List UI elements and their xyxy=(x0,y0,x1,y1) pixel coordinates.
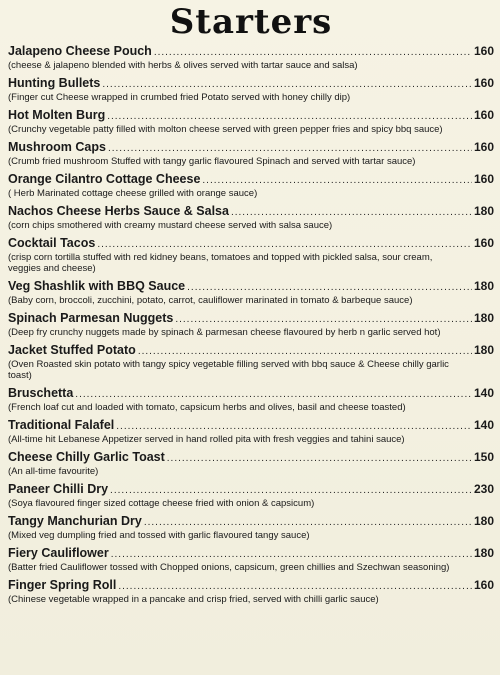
item-name: Cocktail Tacos xyxy=(8,236,96,250)
item-name: Traditional Falafel xyxy=(8,418,115,432)
item-price: 180 xyxy=(473,343,494,357)
page-title: Starters xyxy=(169,2,333,42)
leader-dots xyxy=(102,78,472,92)
item-name: Veg Shashlik with BBQ Sauce xyxy=(8,279,186,293)
item-price: 180 xyxy=(473,546,494,560)
item-description: (corn chips smothered with creamy mustard cheese served with salsa sauce) xyxy=(8,220,333,231)
menu-item xyxy=(8,546,494,573)
menu-item xyxy=(8,482,494,509)
item-price: 180 xyxy=(473,514,494,528)
item-price: 160 xyxy=(473,172,494,186)
menu-item xyxy=(8,343,494,381)
menu-item xyxy=(8,279,494,306)
item-name: Nachos Cheese Herbs Sauce & Salsa xyxy=(8,204,229,218)
item-name: Bruschetta xyxy=(8,386,74,400)
item-name: Paneer Chilli Dry xyxy=(8,482,109,496)
menu-item xyxy=(8,450,494,477)
item-price: 180 xyxy=(473,279,494,293)
item-name: Spinach Parmesan Nuggets xyxy=(8,311,174,325)
item-description: (French loaf cut and loaded with tomato, capsicum herbs and olives, basil and cheese toasted) xyxy=(8,402,406,413)
item-price: 140 xyxy=(473,418,494,432)
item-description: (All-time hit Lebanese Appetizer served in hand rolled pita with fresh veggies and tahini sauce) xyxy=(8,434,405,445)
item-name: Fiery Cauliflower xyxy=(8,546,109,560)
item-price: 180 xyxy=(473,311,494,325)
item-description: (Crunchy vegetable patty filled with molton cheese served with green pepper fries and spicy bbq sauce) xyxy=(8,124,443,135)
item-description: (Finger cut Cheese wrapped in crumbed fried Potato served with honey chilly dip) xyxy=(8,92,351,103)
item-price: 160 xyxy=(473,108,494,122)
item-description: (Batter fried Cauliflower tossed with Chopped onions, capsicum, green chillies and Szechwan seasoning) xyxy=(8,562,450,573)
leader-dots xyxy=(110,484,472,498)
menu-item xyxy=(8,44,494,71)
menu-list xyxy=(8,44,494,605)
leader-dots xyxy=(97,238,472,252)
menu-item xyxy=(8,514,494,541)
item-description: (Oven Roasted skin potato with tangy spicy vegetable filling served with bbq sauce & Cheese chilly garlic toast) xyxy=(8,359,449,381)
leader-dots xyxy=(167,452,472,466)
menu-item xyxy=(8,311,494,338)
item-name: Hunting Bullets xyxy=(8,76,101,90)
menu-item xyxy=(8,172,494,199)
item-name: Jacket Stuffed Potato xyxy=(8,343,136,357)
item-description: (Mixed veg dumpling fried and tossed with garlic flavoured tangy sauce) xyxy=(8,530,310,541)
leader-dots xyxy=(116,420,472,434)
item-name: Tangy Manchurian Dry xyxy=(8,514,142,528)
item-name: Orange Cilantro Cottage Cheese xyxy=(8,172,201,186)
leader-dots xyxy=(144,516,472,530)
item-price: 180 xyxy=(473,204,494,218)
item-price: 160 xyxy=(473,236,494,250)
item-price: 160 xyxy=(473,76,494,90)
item-price: 160 xyxy=(473,140,494,154)
item-description: (crisp corn tortilla stuffed with red kidney beans, tomatoes and topped with pickled salsa, sour cream, veggies and cheese) xyxy=(8,252,433,274)
menu-item xyxy=(8,76,494,103)
menu-item xyxy=(8,578,494,605)
leader-dots xyxy=(187,281,472,295)
menu-item xyxy=(8,108,494,135)
leader-dots xyxy=(118,580,472,594)
item-name: Mushroom Caps xyxy=(8,140,106,154)
menu-item xyxy=(8,236,494,274)
item-price: 150 xyxy=(473,450,494,464)
item-name: Finger Spring Roll xyxy=(8,578,117,592)
leader-dots xyxy=(75,388,472,402)
menu-item xyxy=(8,418,494,445)
leader-dots xyxy=(138,345,472,359)
menu-item xyxy=(8,386,494,413)
leader-dots xyxy=(202,174,472,188)
item-description: (cheese & jalapeno blended with herbs & olives served with tartar sauce and salsa) xyxy=(8,60,358,71)
menu-item xyxy=(8,204,494,231)
item-price: 160 xyxy=(473,44,494,58)
leader-dots xyxy=(111,548,472,562)
leader-dots xyxy=(108,142,472,156)
item-description: (Soya flavoured finger sized cottage cheese fried with onion & capsicum) xyxy=(8,498,315,509)
leader-dots xyxy=(231,206,472,220)
item-name: Cheese Chilly Garlic Toast xyxy=(8,450,165,464)
leader-dots xyxy=(107,110,472,124)
item-description: ( Herb Marinated cottage cheese grilled with orange sauce) xyxy=(8,188,258,199)
item-name: Hot Molten Burg xyxy=(8,108,106,122)
leader-dots xyxy=(154,46,472,60)
menu-item xyxy=(8,140,494,167)
item-description: (Baby corn, broccoli, zucchini, potato, carrot, cauliflower marinated in tomato & barbeque sauce) xyxy=(8,295,413,306)
item-description: (Crumb fried mushroom Stuffed with tangy garlic flavoured Spinach and served with tartar sauce) xyxy=(8,156,416,167)
item-price: 160 xyxy=(473,578,494,592)
item-description: (Deep fry crunchy nuggets made by spinach & parmesan cheese flavoured by herb n garlic served hot) xyxy=(8,327,441,338)
item-price: 140 xyxy=(473,386,494,400)
item-description: (An all-time favourite) xyxy=(8,466,99,477)
item-description: (Chinese vegetable wrapped in a pancake and crisp fried, served with chilli garlic sauce) xyxy=(8,594,379,605)
leader-dots xyxy=(175,313,472,327)
item-name: Jalapeno Cheese Pouch xyxy=(8,44,152,58)
item-price: 230 xyxy=(473,482,494,496)
